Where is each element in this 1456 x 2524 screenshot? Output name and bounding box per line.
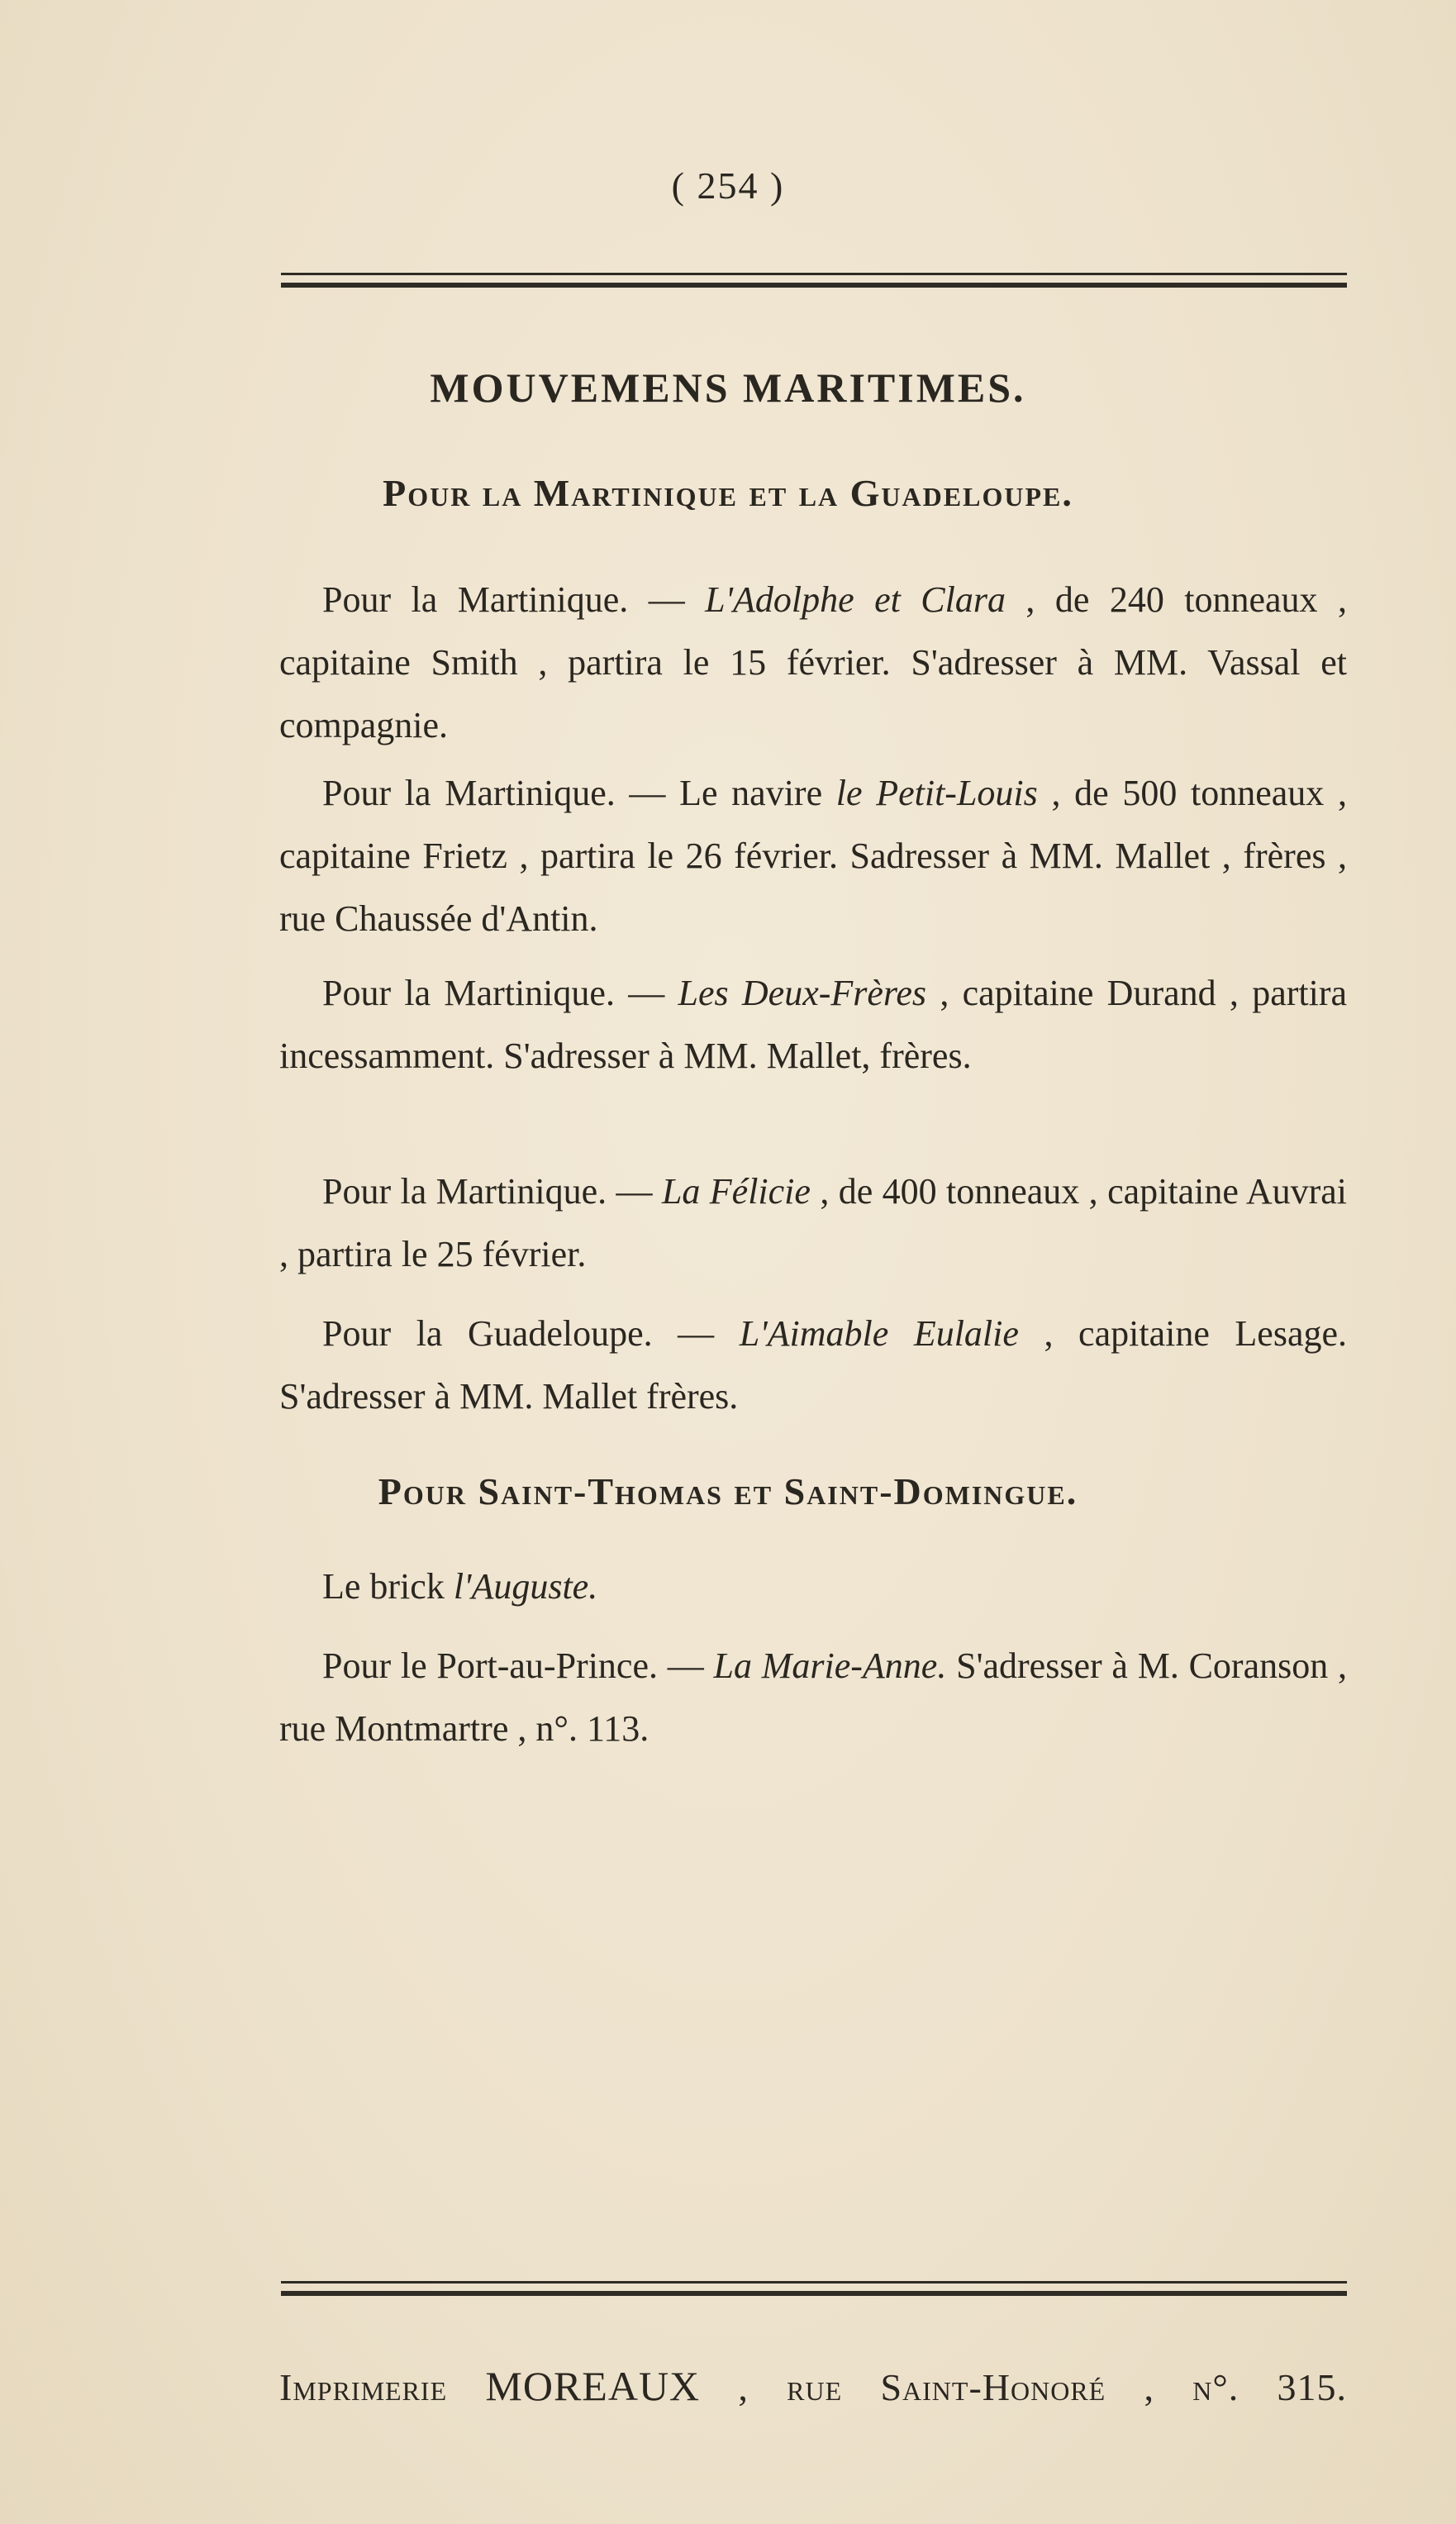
notice-deux-freres: [279, 962, 1347, 1088]
notice-felicie: [279, 1160, 1347, 1286]
notice-lead: Pour la Martinique. —: [322, 973, 678, 1013]
notice-aimable-eulalie: [279, 1302, 1347, 1428]
notice-lead: Pour le Port-au-Prince. —: [322, 1645, 714, 1686]
printer-imprint: [279, 2362, 1347, 2410]
page-number: ( 254 ): [671, 164, 785, 207]
ship-name: L'Aimable Eulalie: [739, 1313, 1019, 1354]
ship-name: La Félicie: [661, 1171, 811, 1212]
printer-name: MOREAUX: [485, 2363, 701, 2409]
footer-rule-top: [281, 2281, 1347, 2284]
notice-petit-louis: [279, 762, 1347, 950]
ship-name: La Marie-Anne.: [713, 1645, 947, 1686]
notice-lead: Pour la Martinique. —: [322, 1171, 662, 1212]
notice-lead: Pour la Martinique. — Le navire: [322, 773, 836, 813]
notice-details: , de 400 tonneaux , capitaine Auvrai , partira le 25 février.: [279, 1171, 1348, 1274]
ship-name: L'Adolphe et Clara: [705, 579, 1006, 620]
notice-details: , de 500 tonneaux , capitaine Frietz , partira le 26 février. Sadresser à MM. Mallet , frères , rue Chaussée d'Antin.: [279, 773, 1347, 939]
notice-marie-anne: [279, 1635, 1347, 1760]
page-title: MOUVEMENS MARITIMES.: [430, 364, 1026, 411]
notice-details: , de 240 tonneaux , capitaine Smith , partira le 15 février. S'adresser à MM. Vassal et compagnie.: [279, 579, 1347, 745]
header-rule-bottom: [281, 283, 1347, 288]
ship-name: l'Auguste.: [453, 1566, 598, 1607]
ship-name: Les Deux-Frères: [678, 973, 927, 1013]
notice-lead: Le brick: [322, 1566, 454, 1607]
notice-lead: Pour la Guadeloupe. —: [322, 1313, 740, 1354]
section-heading-martinique-guadeloupe: Pour la Martinique et la Guadeloupe.: [383, 472, 1073, 514]
notice-lead: Pour la Martinique. —: [322, 579, 706, 620]
imprint-prefix: Imprimerie: [279, 2366, 486, 2408]
notice-details: S'adresser à M. Coranson , rue Montmartre , n°. 113.: [279, 1645, 1347, 1749]
imprint-address: , rue Saint-Honoré , n°. 315.: [700, 2366, 1347, 2408]
notice-details: , capitaine Lesage. S'adresser à MM. Mallet frères.: [279, 1313, 1348, 1417]
section-heading-saint-thomas-saint-domingue: Pour Saint-Thomas et Saint-Domingue.: [378, 1470, 1078, 1512]
ship-name: le Petit-Louis: [835, 773, 1038, 813]
header-rule-top: [281, 273, 1347, 275]
notice-details: , capitaine Durand , partira incessamment. S'adresser à MM. Mallet, frères.: [279, 973, 1348, 1076]
footer-rule-bottom: [281, 2291, 1347, 2296]
notice-auguste: [279, 1555, 1347, 1618]
notice-adolphe-et-clara: [279, 569, 1347, 757]
